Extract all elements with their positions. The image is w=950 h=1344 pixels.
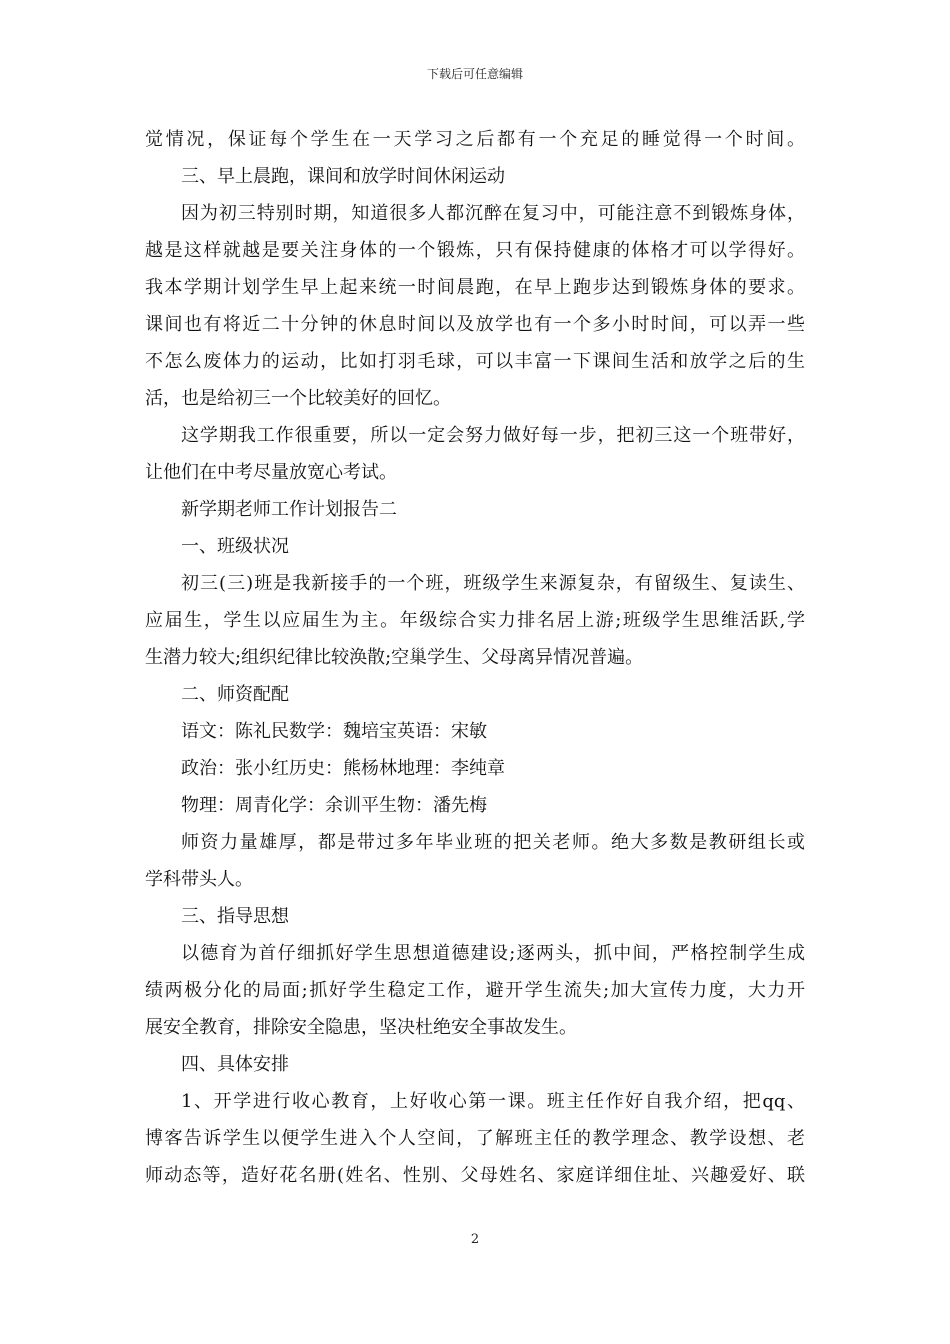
paragraph-line: 1、开学进行收心教育，上好收心第一课。班主任作好自我介绍，把qq、 [181,1091,805,1112]
page-number: 2 [470,1232,480,1247]
header-note: 下载后可任意编辑 [426,67,523,81]
paragraph-line: 不怎么废体力的运动，比如打羽毛球，可以丰富一下课间生活和放学之后的生 [145,351,805,372]
section-heading: 一、班级状况 [181,536,289,557]
paragraph-line: 这学期我工作很重要，所以一定会努力做好每一步，把初三这一个班带好， [181,425,805,446]
section-heading: 四、具体安排 [181,1054,289,1075]
teacher-list-line: 物理：周青化学：余训平生物：潘先梅 [181,795,487,816]
section-heading: 二、师资配配 [181,684,289,705]
paragraph-line: 展安全教育，排除安全隐患，坚决杜绝安全事故发生。 [145,1017,577,1038]
document-title: 新学期老师工作计划报告二 [181,499,397,520]
paragraph-line: 觉情况，保证每个学生在一天学习之后都有一个充足的睡觉得一个时间。 [145,129,805,150]
section-heading: 三、指导思想 [181,906,289,927]
paragraph-line: 师资力量雄厚，都是带过多年毕业班的把关老师。绝大多数是教研组长或 [181,832,805,853]
document-body [145,121,805,1194]
paragraph-line: 生潜力较大;组织纪律比较涣散;空巢学生、父母离异情况普遍。 [145,647,644,668]
paragraph-line: 绩两极分化的局面;抓好学生稳定工作，避开学生流失;加大宣传力度，大力开 [145,980,805,1001]
paragraph-line: 活，也是给初三一个比较美好的回忆。 [145,388,451,409]
paragraph-line: 初三(三)班是我新接手的一个班，班级学生来源复杂，有留级生、复读生、 [181,573,805,594]
paragraph-line: 我本学期计划学生早上起来统一时间晨跑，在早上跑步达到锻炼身体的要求。 [145,277,805,298]
paragraph-line: 师动态等，造好花名册(姓名、性别、父母姓名、家庭详细住址、兴趣爱好、联 [145,1165,805,1186]
paragraph-line: 博客告诉学生以便学生进入个人空间，了解班主任的教学理念、教学设想、老 [145,1128,805,1149]
paragraph-line: 让他们在中考尽量放宽心考试。 [145,462,397,483]
paragraph-line: 应届生，学生以应届生为主。年级综合实力排名居上游;班级学生思维活跃,学 [145,610,805,631]
paragraph-line: 越是这样就越是要关注身体的一个锻炼，只有保持健康的体格才可以学得好。 [145,240,805,261]
paragraph-line: 课间也有将近二十分钟的休息时间以及放学也有一个多小时时间，可以弄一些 [145,314,805,335]
teacher-list-line: 语文：陈礼民数学：魏培宝英语：宋敏 [181,721,487,742]
paragraph-line: 以德育为首仔细抓好学生思想道德建设;逐两头，抓中间，严格控制学生成 [181,943,805,964]
paragraph-line: 学科带头人。 [145,869,253,890]
section-heading: 三、早上晨跑，课间和放学时间休闲运动 [181,166,505,187]
teacher-list-line: 政治：张小红历史：熊杨林地理：李纯章 [181,758,505,779]
paragraph-line: 因为初三特别时期，知道很多人都沉醉在复习中，可能注意不到锻炼身体， [181,203,805,224]
